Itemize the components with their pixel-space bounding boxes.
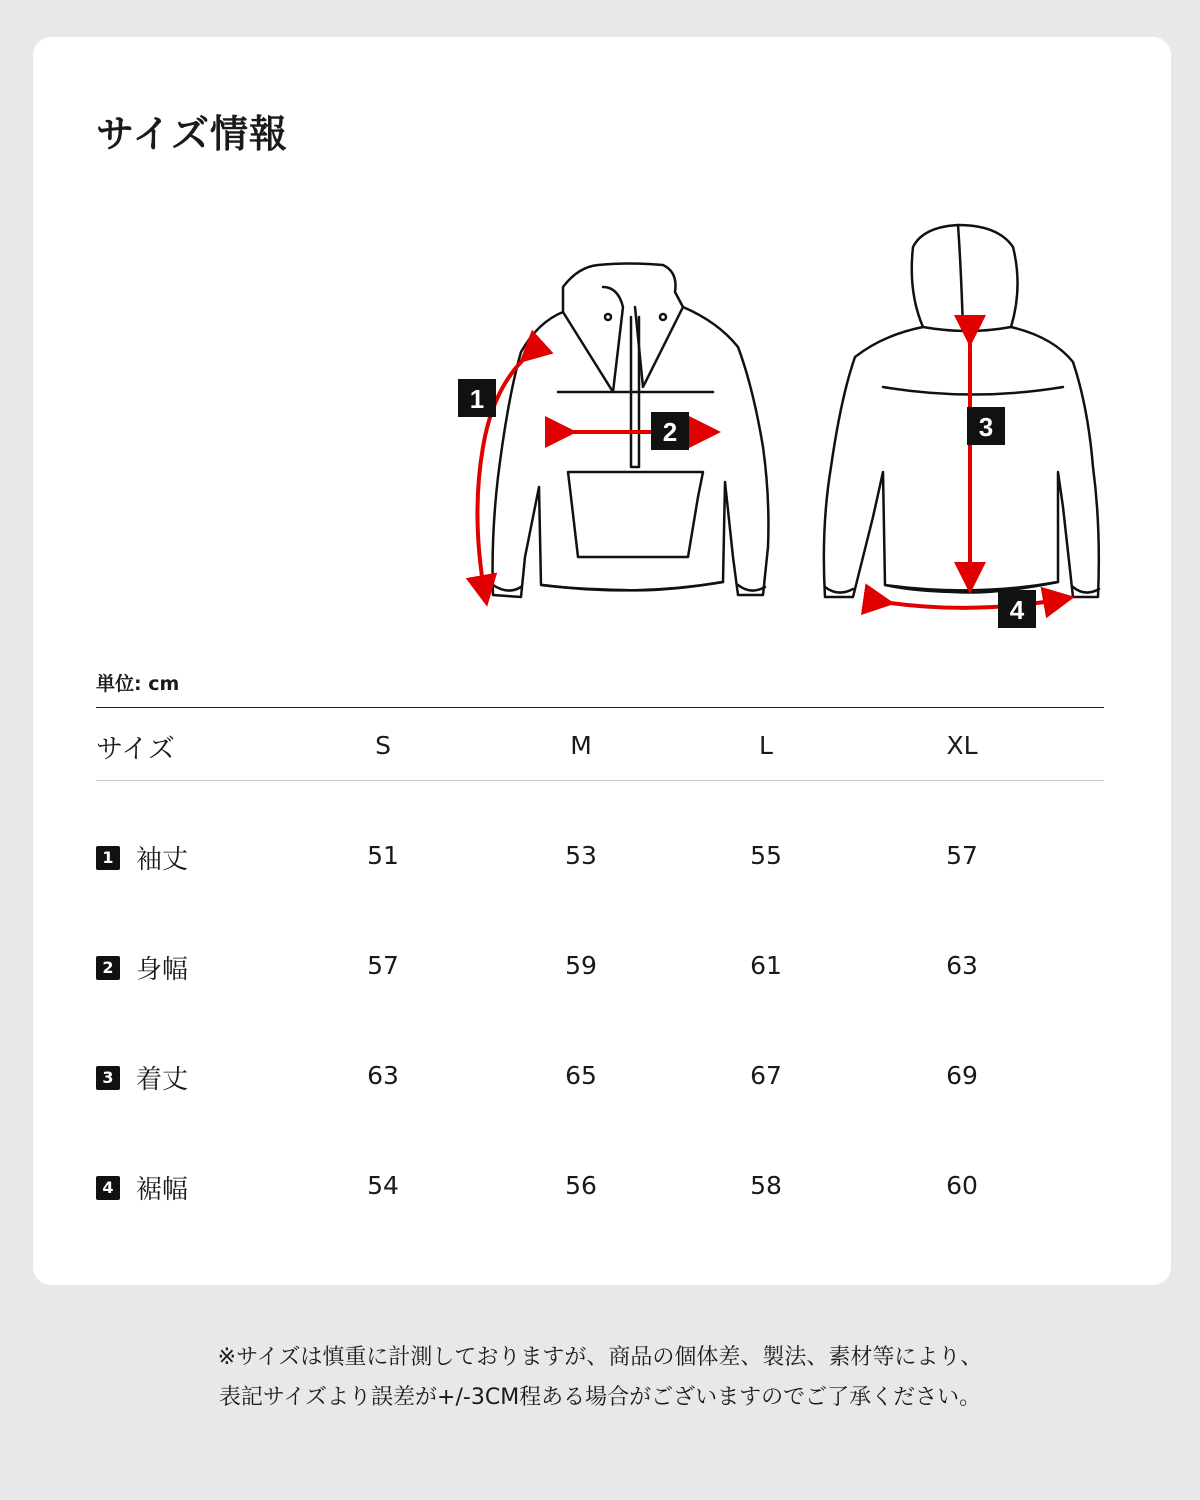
table-cell: 57 <box>367 951 399 980</box>
note-line-1: ※サイズは慎重に計測しておりますが、商品の個体差、製法、素材等により、 <box>217 1345 983 1370</box>
row-label-text: 袖丈 <box>136 845 189 875</box>
table-cell: 53 <box>565 841 597 870</box>
table-cell: 54 <box>367 1171 399 1200</box>
note-line-2: 表記サイズより誤差が+/-3CM程ある場合がございますのでご了承ください。 <box>218 1385 982 1410</box>
table-cell: 63 <box>367 1061 399 1090</box>
table-cell: 60 <box>946 1171 978 1200</box>
row-badge: 2 <box>96 956 120 980</box>
table-top-rule <box>96 707 1104 708</box>
size-col-s: S <box>375 731 391 760</box>
table-cell: 69 <box>946 1061 978 1090</box>
row-label-text: 裾幅 <box>136 1175 189 1205</box>
badge-1-text: 1 <box>469 384 485 414</box>
row-badge: 1 <box>96 846 120 870</box>
badge-3-text: 3 <box>978 412 994 442</box>
size-col-xl: XL <box>946 731 978 760</box>
size-info-card <box>33 37 1171 1285</box>
table-row-label-4 <box>96 1169 188 1206</box>
size-col-l: L <box>759 731 773 760</box>
table-row-label-2 <box>96 949 188 986</box>
unit-label: 単位: cm <box>96 673 180 695</box>
table-cell: 56 <box>565 1171 597 1200</box>
table-cell: 59 <box>565 951 597 980</box>
badge-2-text: 2 <box>662 417 678 447</box>
table-cell: 65 <box>565 1061 597 1090</box>
row-badge: 4 <box>96 1176 120 1200</box>
row-label-text: 身幅 <box>136 955 189 985</box>
row-label-text: 着丈 <box>136 1065 189 1095</box>
badge-4-text: 4 <box>1009 595 1025 625</box>
table-cell: 57 <box>946 841 978 870</box>
jacket-illustration <box>413 187 1133 657</box>
table-cell: 63 <box>946 951 978 980</box>
table-cell: 61 <box>750 951 782 980</box>
table-header-rule <box>96 780 1104 781</box>
table-row-label-3 <box>96 1059 188 1096</box>
table-cell: 51 <box>367 841 399 870</box>
table-row-label-1 <box>96 839 188 876</box>
table-cell: 58 <box>750 1171 782 1200</box>
size-header-label: サイズ <box>96 734 175 765</box>
table-cell: 67 <box>750 1061 782 1090</box>
page-title: サイズ情報 <box>96 112 288 156</box>
size-col-m: M <box>570 731 592 760</box>
table-cell: 55 <box>750 841 782 870</box>
disclaimer-note <box>0 1338 1200 1418</box>
row-badge: 3 <box>96 1066 120 1090</box>
